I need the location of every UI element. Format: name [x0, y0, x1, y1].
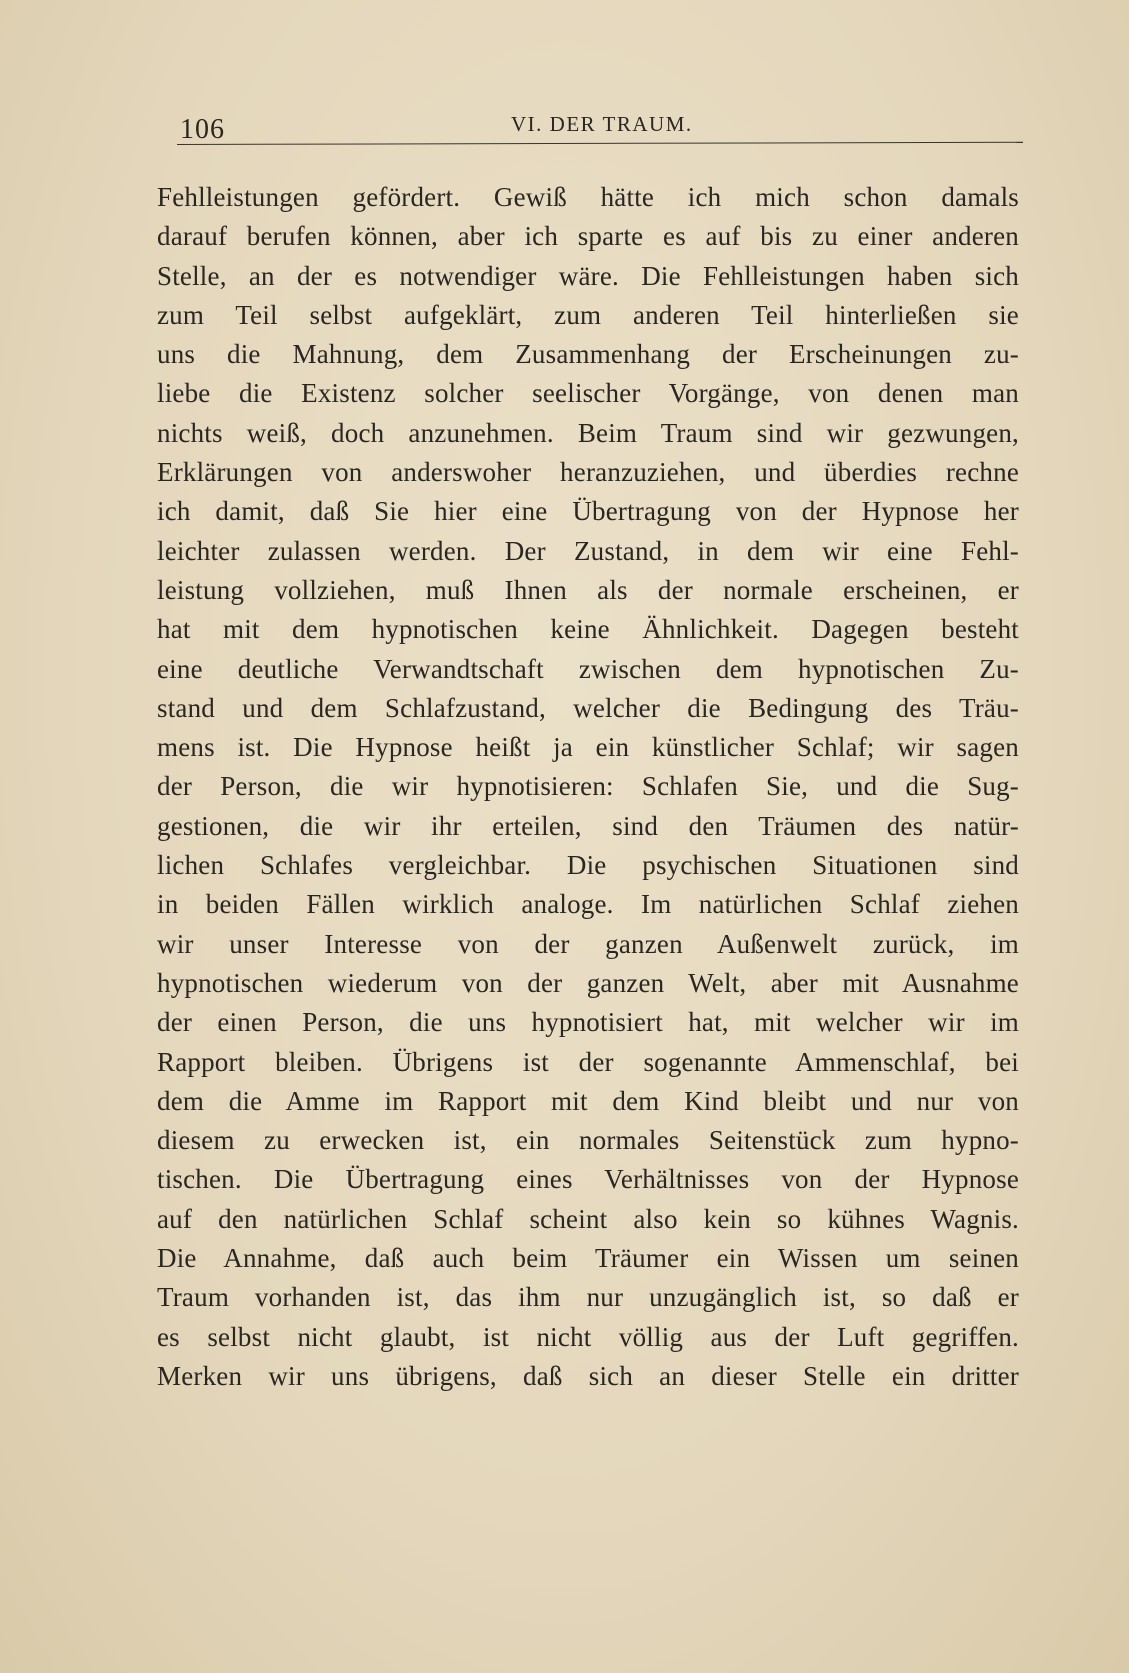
text-line: liebe die Existenz solcher seelischer Vorgänge, von denen man: [157, 378, 1019, 409]
text-line: tischen. Die Übertragung eines Verhältnisses von der Hypnose: [157, 1164, 1019, 1195]
text-line: stand und dem Schlafzustand, welcher die Bedingung des Träu-: [157, 692, 1019, 723]
text-line: Fehlleistungen gefördert. Gewiß hätte ich mich schon damals: [157, 182, 1019, 212]
text-line: leistung vollziehen, muß Ihnen als der normale erscheinen, er: [157, 574, 1019, 605]
text-line: zum Teil selbst aufgeklärt, zum anderen Teil hinterließen sie: [157, 299, 1019, 330]
page-number: 106: [180, 114, 225, 145]
text-line: es selbst nicht glaubt, ist nicht völlig aus der Luft gegriffen.: [157, 1321, 1019, 1352]
text-line: Erklärungen von anderswoher heranzuziehen, und überdies rechne: [157, 457, 1019, 488]
text-line: der einen Person, die uns hypnotisiert hat, mit welcher wir im: [157, 1007, 1019, 1038]
text-line: der Person, die wir hypnotisieren: Schlafen Sie, und die Sug-: [157, 771, 1019, 802]
text-line: nichts weiß, doch anzunehmen. Beim Traum sind wir gezwungen,: [157, 417, 1019, 448]
text-line: eine deutliche Verwandtschaft zwischen dem hypnotischen Zu-: [157, 653, 1019, 684]
text-line: Traum vorhanden ist, das ihm nur unzugänglich ist, so daß er: [157, 1282, 1019, 1313]
text-line: Merken wir uns übrigens, daß sich an dieser Stelle ein dritter: [157, 1360, 1019, 1391]
text-line: Rapport bleiben. Übrigens ist der sogenannte Ammenschlaf, bei: [157, 1046, 1019, 1077]
body-text: [157, 178, 1019, 1396]
text-line: hypnotischen wiederum von der ganzen Welt, aber mit Ausnahme: [157, 967, 1019, 998]
text-line: diesem zu erwecken ist, ein normales Seitenstück zum hypno-: [157, 1125, 1019, 1156]
text-line: Stelle, an der es notwendiger wäre. Die Fehlleistungen haben sich: [157, 260, 1019, 291]
text-line: wir unser Interesse von der ganzen Außenwelt zurück, im: [157, 928, 1019, 959]
text-line: dem die Amme im Rapport mit dem Kind bleibt und nur von: [157, 1085, 1019, 1116]
text-line: Die Annahme, daß auch beim Träumer ein Wissen um seinen: [157, 1243, 1019, 1274]
text-line: ich damit, daß Sie hier eine Übertragung von der Hypnose her: [157, 496, 1019, 527]
text-line: uns die Mahnung, dem Zusammenhang der Erscheinungen zu-: [157, 339, 1019, 370]
text-line: auf den natürlichen Schlaf scheint also kein so kühnes Wagnis.: [157, 1203, 1019, 1234]
text-line: mens ist. Die Hypnose heißt ja ein künstlicher Schlaf; wir sagen: [157, 732, 1019, 763]
text-line: gestionen, die wir ihr erteilen, sind den Träumen des natür-: [157, 810, 1019, 841]
text-line: hat mit dem hypnotischen keine Ähnlichkeit. Dagegen besteht: [157, 614, 1019, 645]
text-line: leichter zulassen werden. Der Zustand, in dem wir eine Fehl-: [157, 535, 1019, 566]
text-line: in beiden Fällen wirklich analoge. Im natürlichen Schlaf ziehen: [157, 889, 1019, 920]
text-line: lichen Schlafes vergleichbar. Die psychischen Situationen sind: [157, 850, 1019, 881]
text-line: darauf berufen können, aber ich sparte es auf bis zu einer anderen: [157, 221, 1019, 252]
running-title: VI. DER TRAUM.: [511, 112, 693, 136]
